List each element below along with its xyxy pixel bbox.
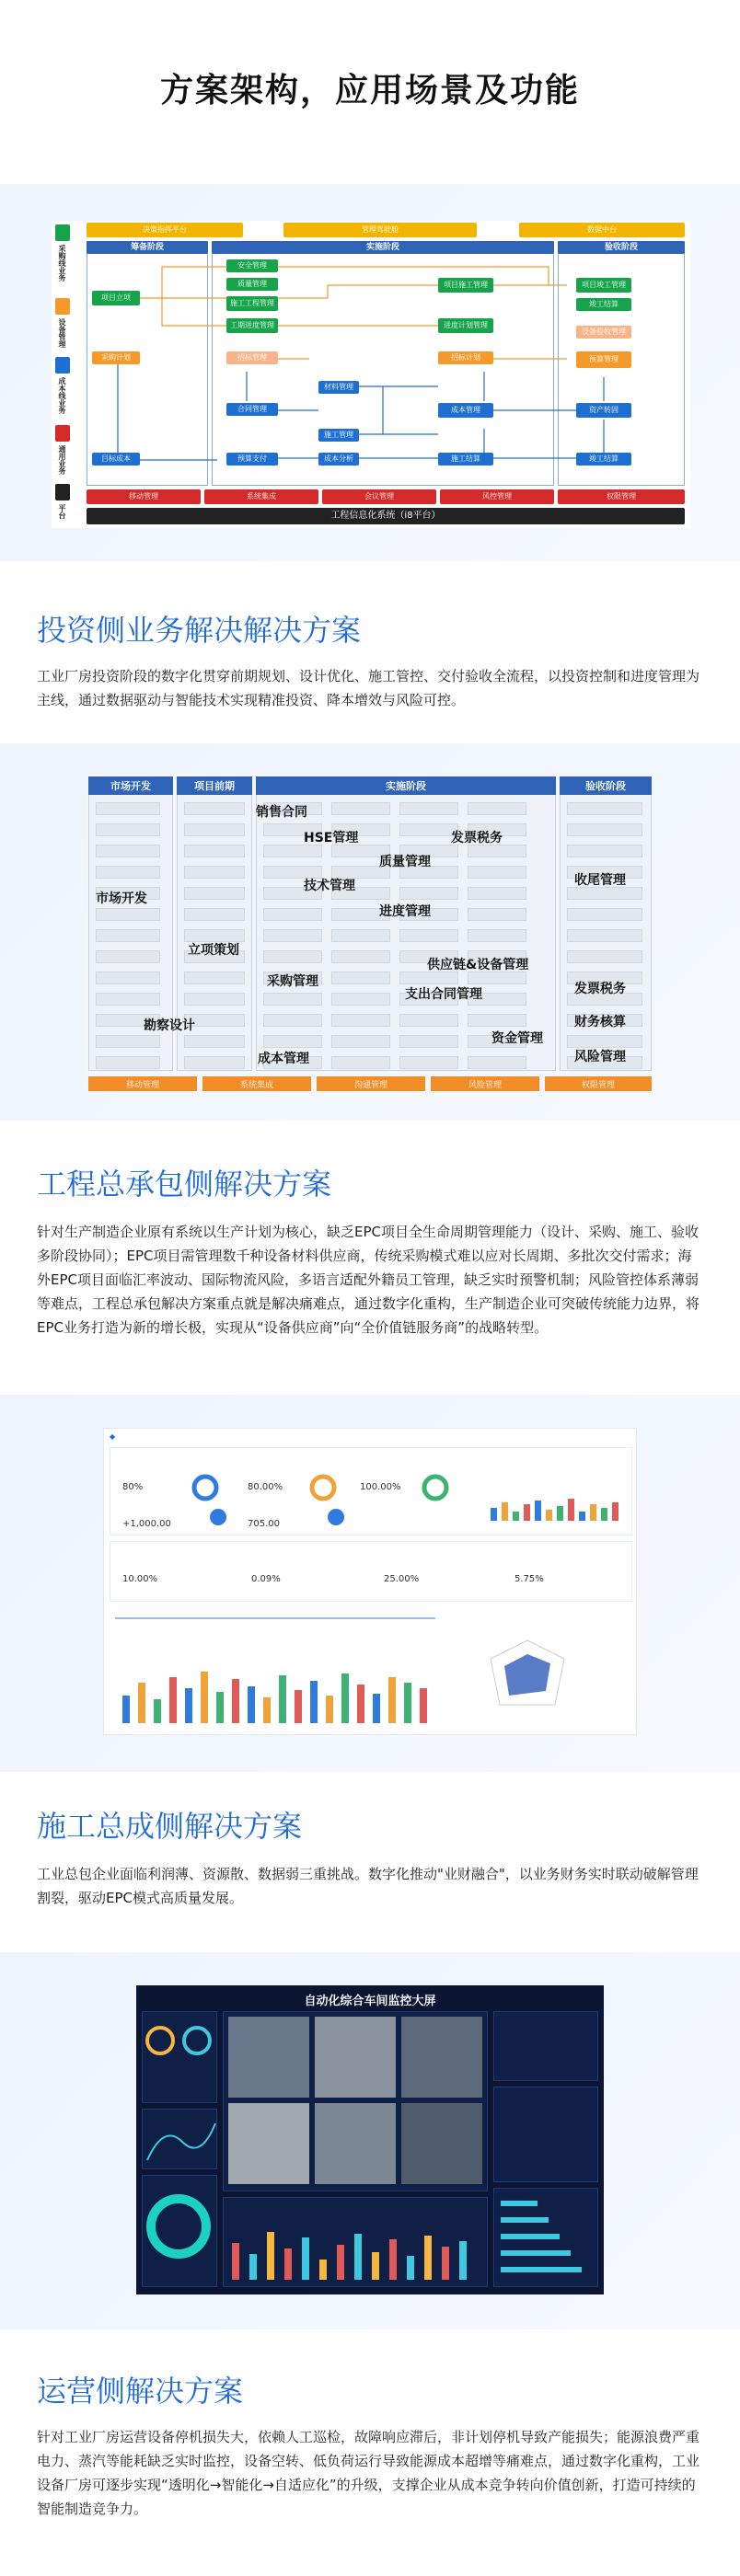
label-hse: HSE管理 [304, 831, 359, 845]
grey-placeholder-box [184, 908, 245, 921]
grey-placeholder-box [567, 908, 642, 921]
dash-bar [513, 1512, 519, 1521]
dash-bar [279, 1675, 286, 1723]
kpi-value: 80% [122, 1482, 144, 1492]
bottom-orange-item: 沟通管理 [317, 1076, 425, 1091]
legend-label: 通用业务 [58, 445, 66, 475]
grey-placeholder-box [184, 823, 245, 836]
grey-placeholder-box [399, 823, 458, 836]
camera-feed [315, 2017, 396, 2098]
kpi-value: 0.09% [251, 1574, 281, 1584]
top-bar-item: 管理驾驶舱 [283, 223, 477, 237]
screen-bar [232, 2243, 239, 2280]
grey-placeholder-box [96, 802, 160, 815]
section-body: 针对生产制造企业原有系统以生产计划为核心，缺乏EPC项目全生命周期管理能力（设计、采购、施工、验收多阶段协同）；EPC项目需管理数千种设备材料供应商，传统采购模式难以应对长周期、多批次交付需求；海外EPC项目面临汇率波动、国际物流风险，多语言适配外籍员工管理，缺乏实时预警机制；风险管控体系薄弱等难点，工程总承包解决方案重点就是解决痛难点，通过数字化重构，生产制造企业可突破传统能力边界，将EPC业务打造为新的增长极，实现从“设备供应商”向“全价值链服务商”的战略转型。 [37, 1224, 700, 1336]
dash-bar [357, 1685, 364, 1723]
dash-bar [601, 1508, 607, 1521]
kpi-value: 10.00% [122, 1574, 158, 1584]
screen-hbar [501, 2201, 538, 2206]
box-equipment-acceptance: 设备验收管理 [576, 326, 631, 339]
dash-bar [216, 1692, 224, 1723]
label-tech: 技术管理 [304, 879, 355, 893]
label-closing: 收尾管理 [574, 873, 626, 888]
connector-lines [52, 221, 690, 528]
grey-placeholder-box [331, 972, 390, 984]
dash-bar [524, 1504, 530, 1521]
legend-label: 平台 [58, 504, 66, 519]
section-heading: 运营侧解决方案 [37, 2374, 244, 2409]
label-initiation: 立项策划 [188, 943, 239, 958]
grey-placeholder-box [96, 993, 160, 1006]
grey-placeholder-box [184, 887, 245, 900]
dash-bar [491, 1508, 497, 1521]
dash-bar [535, 1501, 541, 1521]
dash-title-mark: ◆ [110, 1432, 116, 1441]
label-supply-chain: 供应链&设备管理 [427, 958, 529, 972]
grey-placeholder-box [184, 802, 245, 815]
label-invoice-tax-2: 发票税务 [574, 982, 626, 996]
section-heading: 投资侧业务解决解决方案 [37, 613, 362, 648]
screen-bar [459, 2241, 467, 2280]
grey-placeholder-box [567, 929, 642, 942]
grey-placeholder-box [96, 1035, 160, 1048]
dash-bar [295, 1690, 302, 1723]
grey-placeholder-box [399, 929, 458, 942]
screen-hbar [501, 2267, 582, 2272]
screen-title: 自动化综合车间监控大屏 [304, 1995, 436, 2008]
dash-bar [557, 1506, 563, 1521]
box-construction-settle: 施工结算 [438, 453, 493, 466]
bottom-orange-item: 风险管理 [431, 1076, 539, 1091]
kpi-value: 80.00% [248, 1482, 283, 1492]
box-project-completion: 项目竣工管理 [576, 278, 631, 293]
box-safety: 安全管理 [226, 259, 278, 272]
grey-placeholder-box [263, 1014, 322, 1027]
dash-bar [185, 1688, 192, 1723]
phase-header: 验收阶段 [558, 241, 685, 254]
grey-placeholder-box [468, 1056, 526, 1069]
grey-placeholder-box [331, 1056, 390, 1069]
label-finance: 财务核算 [574, 1015, 626, 1029]
box-schedule: 工期进度管理 [226, 318, 278, 333]
grey-placeholder-box [468, 972, 526, 984]
grey-placeholder-box [263, 1035, 322, 1048]
grey-placeholder-box [567, 887, 642, 900]
screen-bar [319, 2260, 327, 2280]
screen-hbar [501, 2217, 549, 2223]
col-header: 项目前期 [177, 776, 252, 795]
box-cost-analysis: 成本分析 [318, 453, 359, 466]
grey-placeholder-box [567, 823, 642, 836]
camera-feed [228, 2103, 309, 2184]
grey-placeholder-box [399, 887, 458, 900]
box-material: 材料管理 [318, 381, 359, 394]
grey-placeholder-box [263, 908, 322, 921]
grey-placeholder-box [184, 866, 245, 879]
grey-placeholder-box [263, 845, 322, 857]
grey-placeholder-box [468, 845, 526, 857]
legend-label: 设备管理 [58, 318, 66, 348]
label-survey-design: 勘察设计 [144, 1018, 195, 1033]
camera-feed [315, 2103, 396, 2184]
label-progress: 进度管理 [379, 904, 431, 919]
label-quality: 质量管理 [379, 855, 431, 869]
section-body: 工业厂房投资阶段的数字化贯穿前期规划、设计优化、施工管控、交付验收全流程，以投资控制和进度管理为主线，通过数据驱动与智能技术实现精准投资、降本增效与风险可控。 [37, 668, 700, 708]
grey-placeholder-box [331, 802, 390, 815]
label-market: 市场开发 [96, 891, 147, 906]
col-header: 市场开发 [88, 776, 173, 795]
dash-bar [568, 1499, 574, 1521]
dash-bar [122, 1696, 130, 1723]
grey-placeholder-box [399, 1056, 458, 1069]
screen-bar [284, 2248, 292, 2280]
col-header: 验收阶段 [560, 776, 652, 795]
section-body: 针对工业厂房运营设备停机损失大，依赖人工巡检，故障响应滞后，非计划停机导致产能损失；能源浪费严重电力、蒸汽等能耗缺乏实时监控，设备空转、低负荷运行导致能源成本超增等痛难点，通过数字化重构，工业设备厂房可逐步实现“透明化→智能化→自适应化”的升级，支撑企业从成本竞争转向价值创新，打造可持续的智能制造竞争力。 [37, 2429, 700, 2517]
dash-bar [326, 1696, 333, 1723]
grey-placeholder-box [184, 993, 245, 1006]
grey-placeholder-box [96, 866, 160, 879]
box-budget-pay: 预算支付 [226, 453, 278, 466]
section-body: 工业总包企业面临利润薄、资源散、数据弱三重挑战。数字化推动"业财融合"，以业务财务实时联动破解管理割裂，驱动EPC模式高质量发展。 [37, 1866, 699, 1906]
investment-diagram [87, 775, 653, 1093]
camera-feed [401, 2017, 482, 2098]
kpi-value: 5.75% [515, 1574, 544, 1584]
dash-bar [579, 1512, 585, 1521]
screen-bar [337, 2245, 344, 2280]
grey-placeholder-box [331, 993, 390, 1006]
grey-placeholder-box [468, 887, 526, 900]
bottom-red-item: 权限管理 [558, 489, 685, 504]
dash-bar [420, 1688, 427, 1723]
grey-placeholder-box [96, 950, 160, 963]
label-sales-contract: 销售合同 [256, 805, 307, 820]
bottom-orange-item: 移动管理 [88, 1076, 197, 1091]
dash-bar [263, 1697, 271, 1723]
box-progress-plan: 进度计划管理 [438, 318, 493, 333]
phase-header: 实施阶段 [212, 241, 554, 254]
grey-placeholder-box [184, 1035, 245, 1048]
grey-placeholder-box [399, 1014, 458, 1027]
box-quality: 质量管理 [226, 278, 278, 291]
grey-placeholder-box [567, 845, 642, 857]
dash-bar [169, 1677, 177, 1723]
architecture-diagram [52, 221, 690, 528]
grey-placeholder-box [263, 929, 322, 942]
box-bidding: 招标管理 [226, 351, 278, 364]
top-bar-item: 决策指挥平台 [87, 223, 243, 237]
grey-placeholder-box [468, 908, 526, 921]
box-completion-settlement: 竣工结算 [576, 298, 631, 311]
legend-label: 成本线业务 [58, 377, 66, 414]
dash-bar [388, 1677, 396, 1723]
bottom-orange-item: 系统集成 [202, 1076, 311, 1091]
platform-bar: 工程信息化系统（i8平台） [87, 508, 685, 524]
grey-placeholder-box [184, 1056, 245, 1069]
grey-placeholder-box [468, 866, 526, 879]
grey-placeholder-box [468, 1014, 526, 1027]
col-bg [256, 776, 556, 1071]
grey-placeholder-box [96, 972, 160, 984]
dash-bar [546, 1510, 552, 1521]
dashboard-graphics [104, 1429, 638, 1736]
grey-placeholder-box [331, 1014, 390, 1027]
grey-placeholder-box [331, 929, 390, 942]
bottom-orange-item: 权限管理 [545, 1076, 652, 1091]
bottom-red-item: 风控管理 [440, 489, 554, 504]
grey-placeholder-box [399, 802, 458, 815]
box-construction-mgmt: 施工管理 [318, 429, 359, 442]
screen-bar [302, 2237, 309, 2280]
grey-placeholder-box [96, 823, 160, 836]
grey-placeholder-box [468, 802, 526, 815]
dash-bar [201, 1672, 208, 1723]
kpi-value: +1,000.00 [122, 1519, 171, 1529]
grey-placeholder-box [96, 845, 160, 857]
label-expense-contract: 支出合同管理 [405, 987, 482, 1002]
bottom-red-item: 系统集成 [204, 489, 318, 504]
box-contract: 合同管理 [226, 403, 278, 416]
dash-bar [404, 1683, 411, 1723]
grey-placeholder-box [567, 950, 642, 963]
label-risk: 风险管理 [574, 1050, 626, 1064]
screen-hbar [501, 2234, 560, 2239]
grey-placeholder-box [567, 1035, 642, 1048]
screen-bar [442, 2247, 449, 2280]
dash-bar [248, 1686, 255, 1723]
screen-bar [389, 2239, 397, 2280]
grey-placeholder-box [567, 802, 642, 815]
dash-bar [502, 1502, 508, 1521]
box-construction: 施工工程管理 [226, 296, 278, 311]
grey-placeholder-box [468, 929, 526, 942]
camera-feed [401, 2103, 482, 2184]
monitor-big-screen [136, 1985, 604, 2294]
box-budget: 预算管理 [576, 351, 631, 368]
grey-placeholder-box [399, 1035, 458, 1048]
dash-bar [341, 1673, 349, 1723]
label-invoice-tax: 发票税务 [451, 831, 503, 845]
box-bid-plan: 招标计划 [438, 351, 493, 364]
grey-placeholder-box [96, 929, 160, 942]
grey-placeholder-box [331, 950, 390, 963]
label-cost: 成本管理 [258, 1052, 309, 1066]
dashboard-screenshot [103, 1428, 637, 1735]
screen-bar [354, 2234, 362, 2280]
box-cost: 成本管理 [438, 403, 493, 418]
screen-hbar [501, 2250, 571, 2256]
dash-bar [310, 1681, 318, 1723]
kpi-value: 100.00% [360, 1482, 401, 1492]
bottom-red-item: 会议管理 [322, 489, 436, 504]
label-fund: 资金管理 [491, 1031, 543, 1046]
screen-graphics [136, 1985, 604, 2294]
phase-header: 筹备阶段 [87, 241, 208, 254]
box-purchase-plan: 采购计划 [92, 351, 140, 364]
screen-bar [267, 2232, 274, 2280]
page-title: 方案架构，应用场景及功能 [159, 72, 580, 109]
label-purchase: 采购管理 [267, 974, 318, 989]
kpi-value: 25.00% [384, 1574, 420, 1584]
section-heading: 工程总承包侧解决方案 [37, 1167, 332, 1202]
top-bar-item: 数据中台 [519, 223, 685, 237]
box-project-settle: 竣工结算 [576, 453, 631, 466]
box-project-construction: 项目施工管理 [438, 278, 493, 293]
box-project-initiation: 项目立项 [92, 291, 140, 305]
legend-label: 采购线业务 [58, 245, 66, 282]
grey-placeholder-box [96, 908, 160, 921]
grey-placeholder-box [263, 993, 322, 1006]
camera-feed [228, 2017, 309, 2098]
dash-bar [590, 1504, 596, 1521]
screen-bar [249, 2254, 257, 2280]
dash-bar [232, 1679, 239, 1723]
grey-placeholder-box [399, 972, 458, 984]
box-target-cost: 目标成本 [92, 453, 140, 466]
dash-bar [612, 1502, 619, 1521]
kpi-value: 705.00 [248, 1519, 280, 1529]
box-asset: 资产转固 [576, 403, 631, 418]
grey-placeholder-box [184, 845, 245, 857]
grey-placeholder-box [96, 1056, 160, 1069]
dash-bar [154, 1699, 161, 1723]
section-heading: 施工总成侧解决方案 [37, 1809, 303, 1844]
screen-bar [424, 2236, 432, 2280]
col-header: 实施阶段 [256, 776, 556, 795]
grey-placeholder-box [331, 1035, 390, 1048]
screen-bar [372, 2252, 379, 2280]
bottom-red-item: 移动管理 [87, 489, 201, 504]
screen-bar [407, 2256, 414, 2280]
dash-bar [138, 1683, 145, 1723]
grey-placeholder-box [184, 972, 245, 984]
grey-placeholder-box [263, 950, 322, 963]
dash-bar [373, 1694, 380, 1723]
